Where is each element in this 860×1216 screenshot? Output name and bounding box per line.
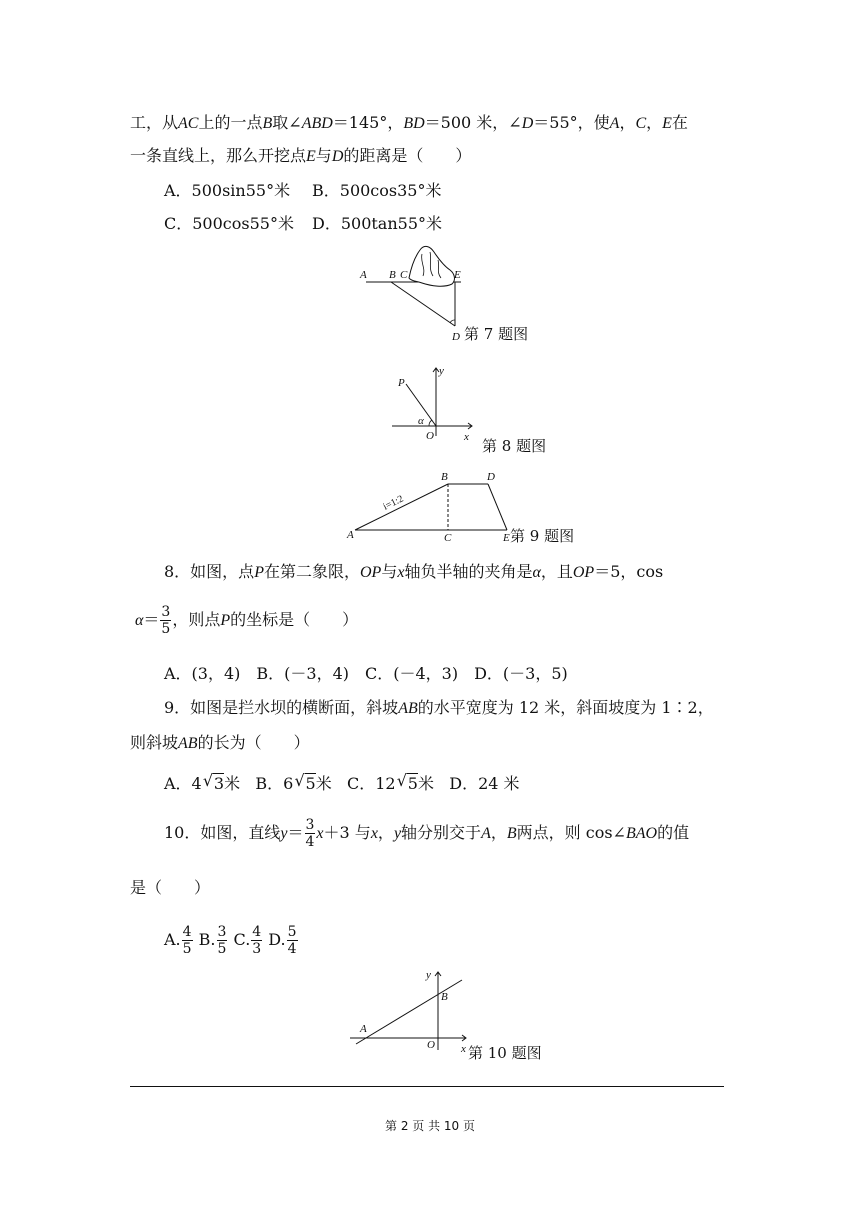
q8-figure-caption: 第 8 题图 (482, 437, 547, 455)
q10-label-b: B (441, 991, 448, 1003)
q9-label-slope: i=1:2 (381, 493, 406, 513)
q10-fraction: $\frac{3}{4}$ (305, 817, 315, 850)
q10-option-a[interactable]: A. $\frac{4}{5}$ (164, 924, 192, 957)
q7-label-d: D (452, 331, 460, 343)
q7-label-a: A (360, 269, 367, 281)
q9-option-b[interactable]: B．6 √ 5米 (255, 774, 331, 793)
q9-label-a: A (347, 529, 354, 541)
q10-label-x: x (461, 1043, 466, 1055)
q7-label-b: B (389, 269, 396, 281)
q7-option-c[interactable]: C．500cos55°米 (164, 214, 294, 233)
q7-option-d[interactable]: D．500tan55°米 (312, 214, 443, 233)
q9-label-c: C (444, 532, 452, 544)
q8-label-o: O (426, 430, 434, 442)
q10-stem-line2: 是（ ） (130, 878, 211, 897)
q8-label-x: x (464, 431, 469, 443)
q8-label-y: y (439, 365, 444, 377)
q9-option-a[interactable]: A．4 √ 3米 (164, 774, 240, 793)
page-footer: 第 2 页 共 10 页 (385, 1119, 475, 1133)
q9-figure-caption: 第 9 题图 (510, 527, 575, 545)
q8-options[interactable]: A．(3，4) B．(－3，4) C．(－4，3) D．(－3，5) (164, 664, 568, 683)
q10-label-y: y (426, 969, 431, 981)
q7-figure (356, 240, 466, 345)
q9-label-d: D (487, 471, 495, 483)
q10-option-b[interactable]: B. $\frac{3}{5}$ (198, 924, 227, 957)
q9-option-c[interactable]: C．12 √ 5米 (347, 774, 434, 793)
q7-figure-caption: 第 7 题图 (464, 325, 529, 343)
q9-options (164, 773, 520, 794)
q10-figure-caption: 第 10 题图 (468, 1044, 542, 1062)
q9-stem-line1: 9．如图是拦水坝的横断面，斜坡AB的水平宽度为 12 米，斜面坡度为 1∶2， (164, 698, 714, 717)
q7-label-c: C (400, 269, 408, 281)
q10-label-o: O (427, 1039, 435, 1051)
q8-fraction: $\frac{3}{5}$ (161, 604, 171, 637)
q8-stem-line1: 8．如图，点P在第二象限，OP与x轴负半轴的夹角是α，且OP＝5，cos (164, 562, 664, 581)
q8-figure (388, 362, 483, 444)
q10-option-c[interactable]: C. $\frac{4}{3}$ (233, 924, 262, 957)
q7-option-b[interactable]: B．500cos35°米 (312, 181, 442, 200)
q9-stem-line2: 则斜坡AB的长为（ ） (130, 733, 310, 752)
q8-label-alpha: α (418, 415, 424, 427)
q10-options (164, 920, 299, 960)
q10-option-d[interactable]: D. $\frac{5}{4}$ (268, 924, 297, 957)
q10-label-a: A (360, 1023, 367, 1035)
q7-stem-line2: 一条直线上，那么开挖点E与D的距离是（ ） (130, 146, 472, 165)
q7-option-a[interactable]: A．500sin55°米 (164, 181, 291, 200)
q10-stem-line1: 10．如图，直线y＝ $\frac{3}{4}$ x＋3 与x，y轴分别交于A，B两点，则 cos∠BAO的值 (164, 817, 690, 850)
q7-label-e: E (454, 269, 461, 281)
q9-figure (343, 470, 513, 542)
q9-label-e: E (503, 532, 510, 544)
q7-stem-line1: 工，从AC上的一点B取∠ABD＝145°，BD＝500 米，∠D＝55°，使A，C，E在 (130, 113, 688, 132)
q9-label-b: B (441, 471, 448, 483)
q8-label-p: P (398, 377, 405, 389)
q9-option-d[interactable]: D．24 米 (449, 774, 520, 793)
q8-stem-line2: α＝ $\frac{3}{5}$ ，则点P的坐标是（ ） (135, 604, 359, 637)
footer-rule (130, 1086, 724, 1087)
q10-figure (346, 966, 471, 1058)
